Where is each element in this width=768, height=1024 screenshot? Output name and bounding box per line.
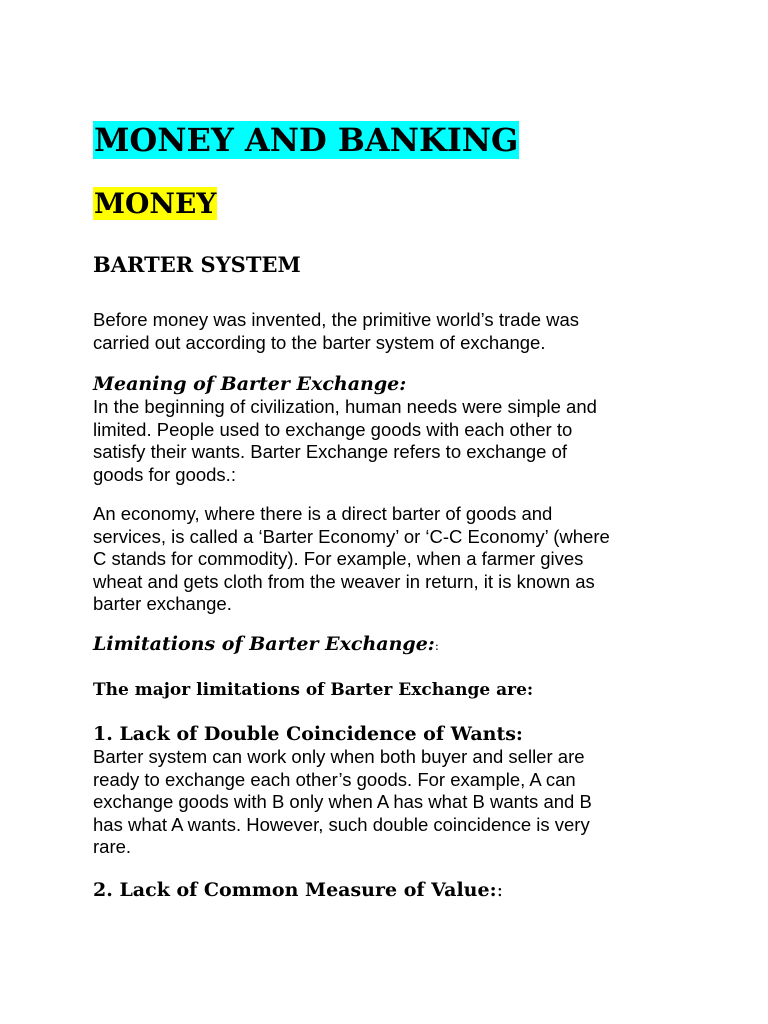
economy-paragraph	[93, 503, 733, 616]
text-line: rare.	[93, 836, 132, 857]
text-line: C stands for commodity). For example, when a farmer gives	[93, 548, 584, 569]
text-line: Barter system can work only when both buyer and seller are	[93, 746, 585, 767]
major-limitations-heading: The major limitations of Barter Exchange are:	[93, 680, 534, 700]
text-line: carried out according to the barter system of exchange.	[93, 331, 546, 353]
limitation-1-paragraph	[93, 746, 733, 859]
limitation-2-heading	[93, 876, 503, 904]
text-line: goods for goods.:	[93, 463, 236, 485]
text-line: limited. People used to exchange goods with each other to	[93, 418, 573, 440]
limitation-2-heading-suffix: :	[496, 879, 503, 901]
section-highlight: MONEY	[94, 187, 217, 220]
limitations-heading	[93, 630, 439, 660]
text-line: services, is called a ‘Barter Economy’ or ‘C-C Economy’ (where	[93, 525, 610, 547]
limitations-heading-suffix: :	[434, 639, 439, 653]
meaning-paragraph	[93, 396, 733, 486]
limitation-1-heading: 1. Lack of Double Coincidence of Wants:	[93, 723, 523, 745]
subsection-heading-barter-system: BARTER SYSTEM	[93, 252, 301, 277]
text-line: has what A wants. However, such double coincidence is very	[93, 813, 590, 835]
text-line: satisfy their wants. Barter Exchange refers to exchange of	[93, 441, 568, 462]
page-title	[93, 120, 519, 160]
text-line: An economy, where there is a direct barter of goods and	[93, 503, 553, 524]
text-line: Before money was invented, the primitive world’s trade was	[93, 309, 580, 330]
meaning-heading: Meaning of Barter Exchange:	[93, 373, 407, 395]
section-heading-money	[93, 186, 217, 222]
limitation-2-heading-text: 2. Lack of Common Measure of Value:	[93, 879, 497, 901]
text-line: exchange goods with B only when A has what B wants and B	[93, 791, 592, 812]
text-line: wheat and gets cloth from the weaver in return, it is known as	[93, 570, 595, 592]
text-line: ready to exchange each other’s goods. For example, A can	[93, 768, 576, 790]
limitations-heading-text: Limitations of Barter Exchange:	[93, 633, 435, 655]
text-line: barter exchange.	[93, 593, 232, 614]
intro-paragraph	[93, 309, 733, 354]
text-line: In the beginning of civilization, human needs were simple and	[93, 396, 597, 417]
title-highlight: MONEY AND BANKING	[94, 121, 519, 159]
